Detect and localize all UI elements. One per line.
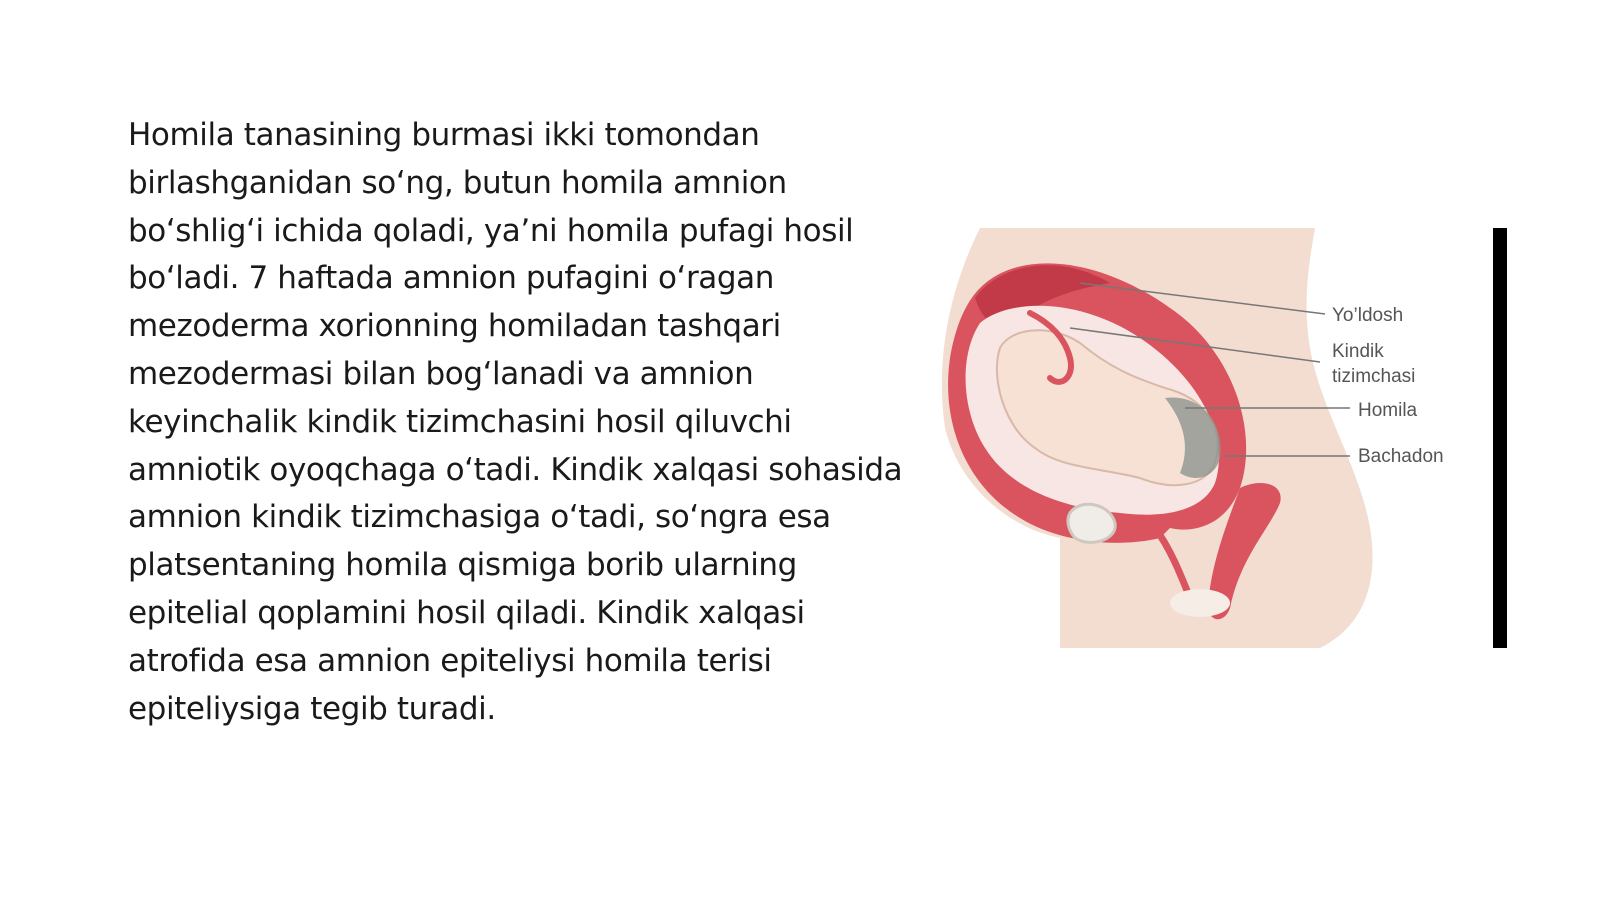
bladder	[1068, 504, 1115, 542]
black-bar	[1493, 228, 1507, 648]
label-fetus: Homila	[1358, 400, 1418, 421]
label-cord-line1: Kindik	[1332, 341, 1384, 362]
pregnancy-illustration	[940, 228, 1510, 648]
label-cord-line2: tizimchasi	[1332, 366, 1416, 387]
label-placenta: Yo’ldosh	[1332, 305, 1404, 326]
label-uterus: Bachadon	[1358, 446, 1444, 467]
body-paragraph: Homila tanasining burmasi ikki tomondan birlashganidan so‘ng, butun homila amnion bo‘shlig‘i ichida qoladi, ya’ni homila pufagi hosil bo‘ladi. 7 haftada amnion pufagini o‘ragan mezoderma xorionning homiladan tashqari mezodermasi bilan bog‘lanadi va amnion keyinchalik kindik tizimchasini hosil qiluvchi amniotik oyoqchaga o‘tadi. Kindik xalqasi sohasida amnion kindik tizimchasiga o‘tadi, so‘ngra esa platsentaning homila qismiga borib ularning epitelial qoplamini hosil qiladi. Kindik xalqasi atrofida esa amnion epiteliysi homila terisi epiteliysiga tegib turadi.	[128, 117, 903, 727]
pelvic-bone	[1170, 589, 1230, 617]
